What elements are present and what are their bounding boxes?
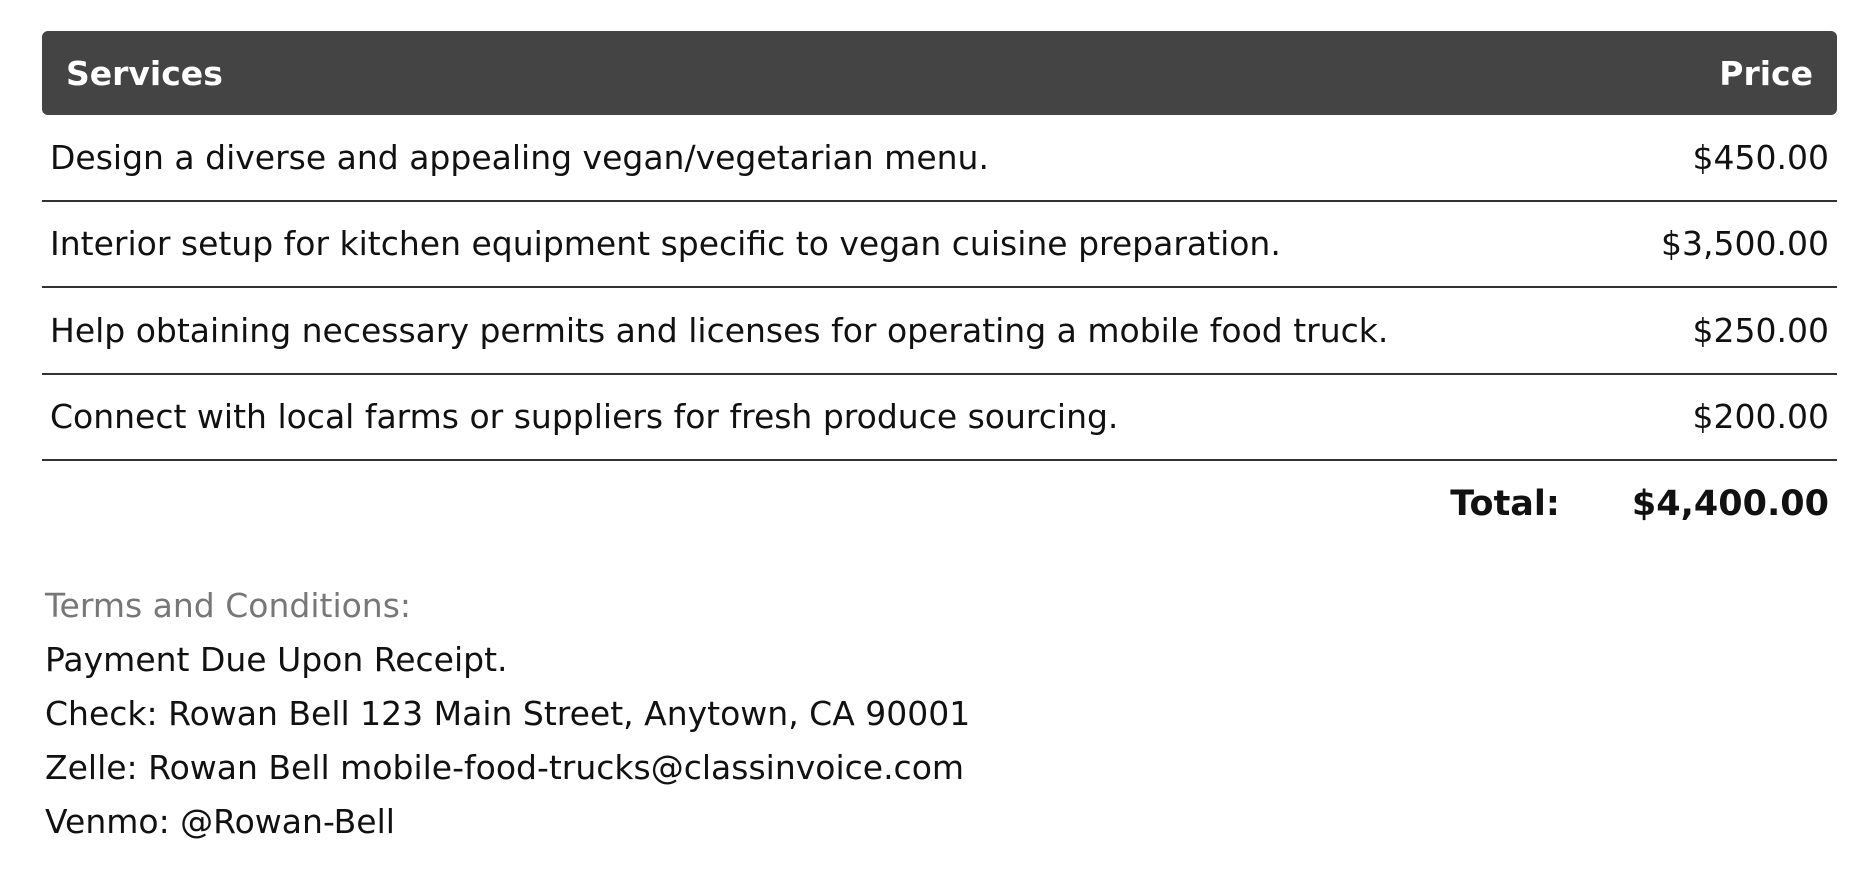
- service-price: $250.00: [1692, 310, 1829, 350]
- total-value: $4,400.00: [1631, 484, 1829, 524]
- terms-line-venmo: Venmo: @Rowan-Bell: [45, 802, 395, 841]
- service-price: $3,500.00: [1661, 224, 1829, 264]
- service-description: Help obtaining necessary permits and licenses for operating a mobile food truck.: [50, 310, 1389, 350]
- table-header: [42, 31, 1837, 115]
- service-description: Design a diverse and appealing vegan/vegetarian menu.: [50, 137, 989, 177]
- total-label: Total:: [1450, 484, 1560, 524]
- terms-title: Terms and Conditions:: [45, 586, 412, 625]
- total-row: [42, 461, 1837, 547]
- service-rows: [42, 115, 1837, 461]
- terms-line-check: Check: Rowan Bell 123 Main Street, Anytown, CA 90001: [45, 694, 971, 733]
- table-row: [42, 288, 1837, 375]
- service-price: $450.00: [1692, 137, 1829, 177]
- terms-line-zelle: Zelle: Rowan Bell mobile-food-trucks@classinvoice.com: [45, 748, 965, 787]
- service-description: Interior setup for kitchen equipment specific to vegan cuisine preparation.: [50, 224, 1281, 264]
- table-row: [42, 202, 1837, 289]
- terms-section: [45, 579, 970, 849]
- service-price: $200.00: [1692, 397, 1829, 437]
- table-row: [42, 375, 1837, 462]
- terms-line-payment-due: Payment Due Upon Receipt.: [45, 640, 508, 679]
- table-row: [42, 115, 1837, 202]
- services-table: [42, 31, 1837, 547]
- service-description: Connect with local farms or suppliers for fresh produce sourcing.: [50, 397, 1119, 437]
- price-column-header: Price: [1719, 53, 1813, 93]
- services-column-header: Services: [66, 53, 223, 93]
